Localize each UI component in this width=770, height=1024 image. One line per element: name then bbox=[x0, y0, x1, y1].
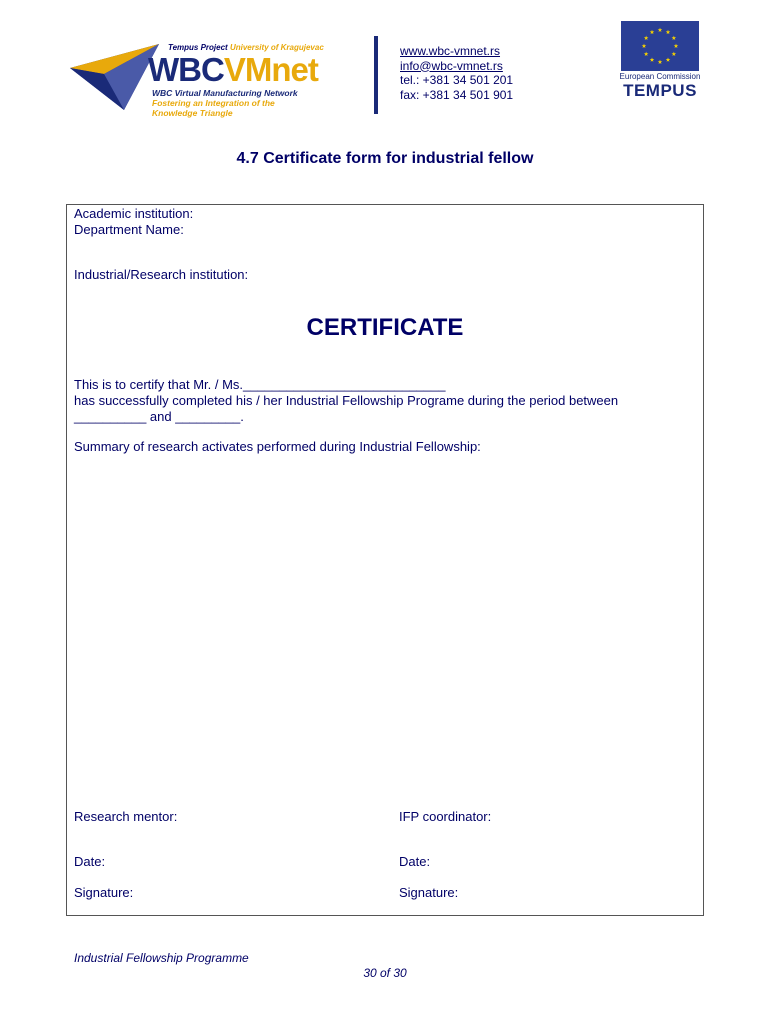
eu-star-icon bbox=[672, 52, 677, 56]
certificate-title: CERTIFICATE bbox=[306, 314, 464, 341]
signature-right-label: Signature: bbox=[399, 885, 459, 900]
logo-tagline bbox=[152, 88, 298, 118]
eu-caption: European Commission bbox=[619, 72, 701, 81]
eu-star-icon bbox=[658, 28, 663, 32]
tagline-line-2: Fostering an Integration of the bbox=[152, 98, 275, 108]
eu-flag-icon bbox=[621, 21, 699, 71]
ifp-coordinator-label: IFP coordinator: bbox=[399, 809, 492, 824]
eu-star-icon bbox=[644, 52, 649, 56]
website-link[interactable]: www.wbc-vmnet.rs bbox=[400, 44, 501, 58]
eu-star-icon bbox=[650, 57, 655, 61]
eu-star-icon bbox=[644, 36, 649, 40]
period-line: __________ and _________. bbox=[74, 409, 244, 424]
summary-label: Summary of research activates performed during Industrial Fellowship: bbox=[74, 439, 481, 454]
eu-star-icon bbox=[650, 30, 655, 34]
university-label: University of Kragujevac bbox=[229, 43, 324, 52]
email-link[interactable]: info@wbc-vmnet.rs bbox=[400, 58, 503, 73]
signature-left-label: Signature: bbox=[74, 885, 134, 900]
header-divider bbox=[374, 36, 378, 114]
tagline-line-3: Knowledge Triangle bbox=[152, 108, 233, 118]
completed-line: has successfully completed his / her Industrial Fellowship Programe during the period between bbox=[74, 393, 619, 408]
tagline-line-1: WBC Virtual Manufacturing Network bbox=[152, 88, 298, 98]
eu-star-icon bbox=[642, 44, 647, 48]
eu-star-icon bbox=[674, 44, 679, 48]
page-number: 30 of 30 bbox=[363, 966, 407, 980]
brand-name bbox=[148, 52, 318, 88]
brand-wbc: WBC bbox=[148, 51, 224, 88]
brand-vmnet: VMnet bbox=[223, 51, 318, 88]
research-mentor-label: Research mentor: bbox=[74, 809, 178, 824]
certify-line: This is to certify that Mr. / Ms.____________________________ bbox=[74, 377, 446, 392]
section-title: 4.7 Certificate form for industrial fellow bbox=[236, 150, 534, 167]
date-right-label: Date: bbox=[399, 854, 431, 869]
date-left-label: Date: bbox=[74, 854, 106, 869]
industrial-institution-label: Industrial/Research institution: bbox=[74, 267, 249, 282]
academic-institution-label: Academic institution: bbox=[74, 206, 194, 221]
tel-text: tel.: +381 34 501 201 bbox=[400, 73, 514, 87]
footer-programme: Industrial Fellowship Programme bbox=[74, 951, 249, 965]
eu-star-icon bbox=[666, 30, 671, 34]
fax-text: fax: +381 34 501 901 bbox=[400, 87, 514, 102]
wbcvmnet-logo bbox=[64, 38, 334, 126]
tempus-project-label: Tempus Project bbox=[168, 43, 228, 52]
department-name-label: Department Name: bbox=[74, 222, 184, 237]
contact-block bbox=[400, 44, 513, 102]
eu-star-icon bbox=[658, 60, 663, 64]
eu-star-icon bbox=[666, 57, 671, 61]
tempus-label: TEMPUS bbox=[623, 81, 697, 100]
eu-star-icon bbox=[672, 36, 677, 40]
